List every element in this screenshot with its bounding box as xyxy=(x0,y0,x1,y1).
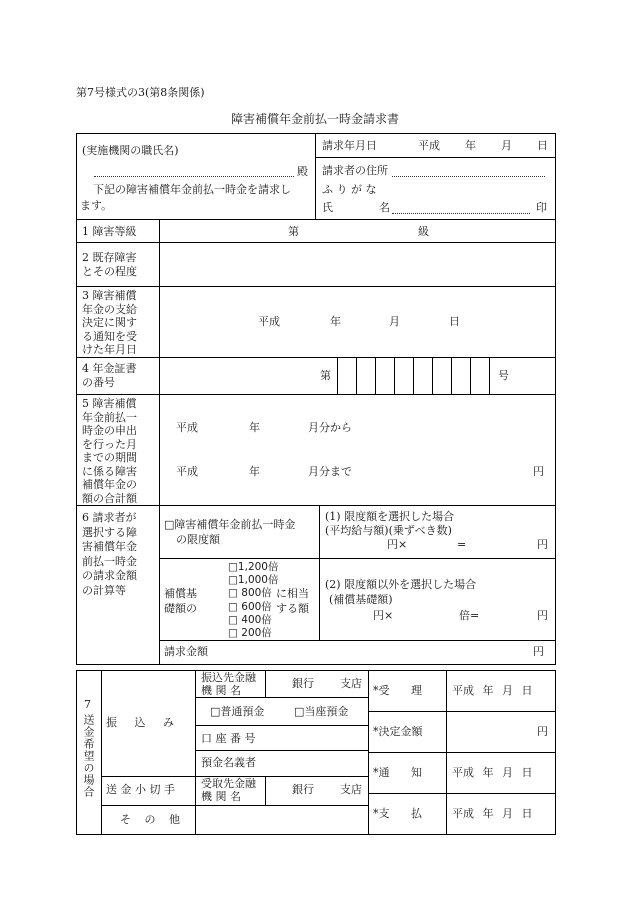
decision-heisei: 平成 xyxy=(258,315,280,328)
request-text: 下記の障害補償年金前払一時金を請求し xyxy=(93,183,291,196)
case2-label: (2) 限度額以外を選択した場合 (補償基礎額) xyxy=(325,578,477,606)
addressee-line xyxy=(94,166,294,177)
remittance-number: 7 xyxy=(84,698,91,711)
decision-notice-label: 3 障害補償 年金の支給 決定に関す る通知を受 けた年月日 xyxy=(82,289,137,356)
decided-amount-yen: 円 xyxy=(537,725,548,738)
certificate-dai: 第 xyxy=(320,369,331,382)
receiving-bank-label: 受取先金融 機 関 名 xyxy=(201,777,256,803)
receipt-date: 平成 年 月 日 xyxy=(452,684,533,697)
receiving-bank-ginko: 銀行 xyxy=(292,783,314,796)
transfer-bank-ginko: 銀行 xyxy=(292,677,314,690)
account-number-label: 口 座 番 号 xyxy=(201,732,256,745)
name-label-mei: 名 xyxy=(379,201,390,214)
grade-kyu: 級 xyxy=(418,225,429,238)
current-deposit-checkbox[interactable]: □当座預金 xyxy=(294,705,349,718)
decision-day: 日 xyxy=(449,315,460,328)
receiving-bank-shiten: 支店 xyxy=(340,783,362,796)
remittance-check-label: 送 金 小 切 手 xyxy=(106,783,175,796)
period-from-month: 月分から xyxy=(308,421,352,434)
case2-yen: 円 xyxy=(537,609,548,622)
address-field[interactable] xyxy=(392,166,545,177)
account-holder-label: 預金名義者 xyxy=(201,756,256,769)
name-field[interactable] xyxy=(392,203,530,214)
address-label: 請求者の住所 xyxy=(322,164,388,177)
dono-text: 殿 xyxy=(297,165,308,178)
certificate-number-label: 4 年金証書 の番号 xyxy=(82,362,137,389)
existing-disability-label: 2 既存障害 とその程度 xyxy=(82,251,137,278)
transfer-bank-label: 振込先金融 機 関 名 xyxy=(201,671,256,697)
decided-amount-label: *決定金額 xyxy=(373,725,423,738)
case1-calc: 円× xyxy=(387,538,408,551)
request-date-label: 請求年月日 xyxy=(322,139,377,152)
period-from-year: 年 xyxy=(249,421,260,434)
notice-label: *通 知 xyxy=(373,766,422,779)
period-from-heisei: 平成 xyxy=(176,421,198,434)
case1-equals: = xyxy=(457,538,467,551)
payment-date: 平成 年 月 日 xyxy=(452,807,533,820)
transfer-bank-shiten: 支店 xyxy=(340,677,362,690)
claim-amount-label: 請求金額 xyxy=(164,645,208,658)
period-total-label: 5 障害補償 年金前払一 時金の申出 を行った月 までの期間 に係る障害 補償年金の 額の合計額 xyxy=(82,397,137,505)
date-day: 日 xyxy=(537,139,548,152)
form-number: 第7号様式の3(第8条関係) xyxy=(76,86,205,99)
case2-calc: 円× xyxy=(373,609,394,622)
date-year: 年 xyxy=(465,139,476,152)
multiplier-checkboxes[interactable]: □1,200倍 □1,000倍 □ 800倍 □ 600倍 □ 400倍 □ 200倍 xyxy=(228,561,279,640)
receipt-label: *受 理 xyxy=(373,684,422,697)
remittance-label: 送金希望の場合 xyxy=(82,714,95,798)
period-total-yen: 円 xyxy=(533,465,544,478)
form-title: 障害補償年金前払一時金請求書 xyxy=(230,112,399,126)
base-amount-label: 補償基 礎額の xyxy=(164,587,197,615)
claim-amount-yen: 円 xyxy=(533,645,544,658)
period-to-year: 年 xyxy=(249,465,260,478)
request-text-cont: ます。 xyxy=(80,199,113,212)
limit-amount-checkbox[interactable]: □障害補償年金前払一時金 の限度額 xyxy=(164,518,296,546)
notice-date: 平成 年 月 日 xyxy=(452,766,533,779)
payment-label: *支 払 xyxy=(373,807,422,820)
decision-month: 月 xyxy=(389,315,400,328)
grade-dai: 第 xyxy=(288,225,299,238)
certificate-go: 号 xyxy=(498,369,509,382)
name-label-shi: 氏 xyxy=(322,201,333,214)
furikomi-label: 振 込 み xyxy=(106,716,174,729)
case1-label: (1) 限度額を選択した場合 (平均給与額)(乗ずべき数) xyxy=(325,510,455,537)
institution-label: (実施機関の職氏名) xyxy=(82,144,179,157)
date-month: 月 xyxy=(501,139,512,152)
other-label: そ の 他 xyxy=(120,813,180,826)
equivalent-label: に相当 する額 xyxy=(276,587,309,615)
case2-multiplier: 倍= xyxy=(459,609,480,622)
date-heisei: 平成 xyxy=(418,139,440,152)
calc-label: 6 請求者が 選択する障 害補償年金 前払一時金 の請求金額 の計算等 xyxy=(82,511,137,597)
furigana-label: ふ り が な xyxy=(322,183,377,196)
ordinary-deposit-checkbox[interactable]: □普通預金 xyxy=(210,705,265,718)
seal-mark: 印 xyxy=(536,201,547,214)
decision-year: 年 xyxy=(330,315,341,328)
period-to-heisei: 平成 xyxy=(176,465,198,478)
period-to-month: 月分まで xyxy=(308,465,352,478)
case1-yen: 円 xyxy=(537,538,548,551)
grade-label: 1 障害等級 xyxy=(82,225,137,238)
